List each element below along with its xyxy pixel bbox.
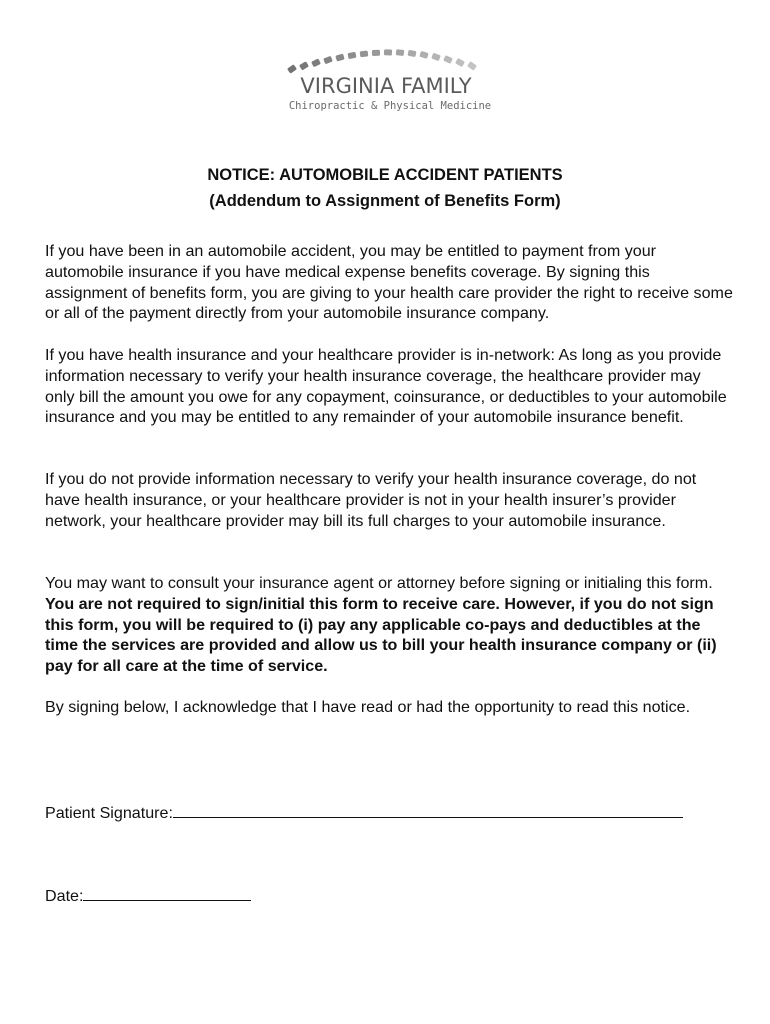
logo-name: VIRGINIA FAMILY bbox=[300, 74, 472, 98]
logo-arc-mark bbox=[396, 49, 405, 56]
notice-title: NOTICE: AUTOMOBILE ACCIDENT PATIENTS bbox=[207, 166, 563, 184]
logo-arc-mark bbox=[467, 61, 477, 71]
paragraph-in-network: If you have health insurance and your healthcare provider is in-network: As long as you provide information necessary to verify your health insurance coverage, the healthcare provider may only bill the amount you owe for any copayment, coinsurance, or deductibles to your automobile insurance and you may be entitled to any remainder of your automobile insurance benefit. bbox=[45, 346, 727, 427]
date-blank[interactable] bbox=[83, 885, 251, 901]
patient-signature-field[interactable] bbox=[45, 802, 683, 823]
logo-subtitle: Chiropractic & Physical Medicine bbox=[288, 100, 492, 112]
logo-arc-mark bbox=[311, 58, 321, 67]
date-field[interactable] bbox=[45, 885, 251, 906]
logo-arc-mark bbox=[443, 55, 453, 64]
logo-arc-mark bbox=[372, 50, 380, 56]
practice-logo bbox=[276, 36, 496, 122]
paragraph-automobile-coverage: If you have been in an automobile accident, you may be entitled to payment from your automobile insurance if you have medical expense benefits coverage. By signing this assignment of benefits form, you are giving to your health care provider the right to receive some or all of the payment directly from your automobile insurance company. bbox=[45, 242, 733, 323]
paragraph-full-charges: If you do not provide information necessary to verify your health insurance coverage, do not have health insurance, or your healthcare provider is not in your health insurer’s provider network, your healthcare provider may bill its full charges to your automobile insurance. bbox=[45, 470, 697, 530]
notice-subtitle: (Addendum to Assignment of Benefits Form) bbox=[209, 192, 561, 210]
not-required-warning: You are not required to sign/initial this form to receive care. However, if you do not sign this form, you will be required to (i) pay any applicable co-pays and deductibles at the time the services are provided and allow us to bill your health insurance company or (ii) pay for all care at the time of service. bbox=[45, 594, 717, 676]
logo-arc-mark bbox=[407, 50, 416, 57]
logo-arc-mark bbox=[335, 54, 344, 62]
logo-arc-mark bbox=[360, 50, 369, 57]
date-label: Date: bbox=[45, 887, 84, 905]
patient-signature-blank[interactable] bbox=[173, 802, 683, 818]
logo-arc-mark bbox=[419, 51, 428, 59]
logo-arc-mark bbox=[384, 49, 392, 55]
logo-arc-mark bbox=[299, 61, 309, 70]
logo-arc-mark bbox=[287, 64, 297, 74]
logo-arc-mark bbox=[323, 56, 333, 64]
logo-arc-mark bbox=[431, 53, 441, 61]
logo-arc-mark bbox=[347, 52, 356, 59]
paragraph-consult-agent bbox=[45, 573, 733, 677]
consult-text: You may want to consult your insurance agent or attorney before signing or initialing this form. bbox=[45, 574, 713, 592]
paragraph-acknowledgement: By signing below, I acknowledge that I have read or had the opportunity to read this notice. bbox=[45, 698, 691, 716]
patient-signature-label: Patient Signature: bbox=[45, 804, 173, 822]
logo-arc-mark bbox=[455, 58, 465, 67]
